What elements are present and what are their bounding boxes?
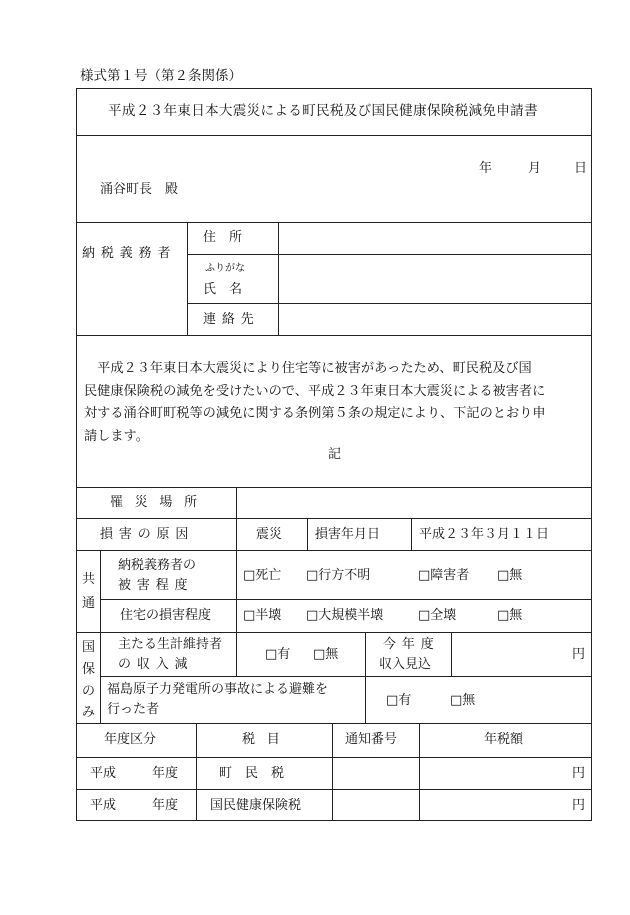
row-era: 平成	[90, 798, 117, 813]
option-disabled[interactable]: □障害者	[418, 568, 470, 583]
house-damage-label: 住宅の損害程度	[120, 608, 212, 623]
row-era: 平成	[90, 766, 117, 781]
option-half-destroyed[interactable]: □半壊	[243, 608, 282, 623]
expected-income-label: 収入見込	[379, 657, 432, 672]
damage-date-label: 損害年月日	[315, 527, 381, 542]
row-year-suffix: 年度	[152, 766, 179, 781]
header-notice-number: 通知番号	[345, 732, 398, 747]
option-income-no[interactable]: □無	[313, 647, 339, 662]
statement-line: 請します。	[84, 428, 149, 444]
annual-tax-field[interactable]	[420, 758, 591, 788]
damage-cause-label: 損害の原因	[100, 527, 195, 542]
evacuation-label: 福島原子力発電所の事故による避難を	[107, 682, 329, 697]
notice-number-field[interactable]	[333, 758, 418, 788]
kokuho-side-label: 国	[82, 640, 96, 655]
addressee: 涌谷町長 殿	[100, 182, 179, 197]
date-year: 年	[479, 161, 493, 176]
contact-label: 連絡先	[203, 312, 260, 327]
address-label: 住 所	[203, 230, 243, 245]
header-fiscal-year: 年度区分	[104, 732, 157, 747]
yen-unit: 円	[572, 647, 586, 662]
victim-label: 被害程度	[118, 578, 194, 593]
victim-label: 納税義務者の	[118, 558, 197, 573]
form-number: 様式第１号（第２条関係）	[80, 68, 242, 84]
common-side-label: 通	[82, 596, 96, 611]
income-decrease-label: の収入減	[118, 657, 194, 672]
income-decrease-label: 主たる生計維持者	[118, 637, 223, 652]
kokuho-side-label: の	[82, 684, 96, 699]
kokuho-side-label: み	[82, 705, 96, 720]
header-tax-item: 税目	[242, 732, 292, 747]
disaster-location-field[interactable]	[237, 488, 591, 517]
notice-number-field[interactable]	[333, 790, 418, 820]
furigana-label: ふりがな	[205, 263, 245, 274]
form-title: 平成２３年東日本大震災による町民税及び国民健康保険税減免申請書	[108, 103, 538, 119]
contact-field[interactable]	[279, 304, 591, 334]
expected-income-field[interactable]	[452, 633, 591, 675]
common-side-label: 共	[82, 572, 96, 587]
ki-mark: 記	[328, 447, 342, 462]
header-annual-tax: 年税額	[484, 732, 524, 747]
address-field[interactable]	[279, 223, 591, 253]
option-evac-no[interactable]: □無	[450, 693, 476, 708]
option-missing[interactable]: □行方不明	[306, 568, 371, 583]
annual-tax-field[interactable]	[420, 790, 591, 820]
evacuation-label: 行った者	[107, 702, 160, 717]
option-fully-destroyed[interactable]: □全壊	[418, 608, 457, 623]
option-major-half-destroyed[interactable]: □大規模半壊	[306, 608, 384, 623]
date-month: 月	[528, 161, 542, 176]
row-year-suffix: 年度	[152, 798, 179, 813]
damage-cause-value: 震災	[256, 527, 283, 542]
expected-income-label: 今年度	[383, 637, 440, 652]
row-tax-item: 町 民 税	[219, 766, 285, 781]
name-label: 氏 名	[203, 282, 243, 297]
name-field[interactable]	[279, 255, 591, 302]
statement-line: 対する涌谷町町税等の減免に関する条例第５条の規定により、下記のとおり申	[84, 406, 546, 421]
option-death[interactable]: □死亡	[243, 568, 282, 583]
yen-unit: 円	[572, 798, 586, 813]
option-house-none[interactable]: □無	[497, 608, 523, 623]
row-tax-item: 国民健康保険税	[210, 798, 302, 813]
date-day: 日	[574, 161, 588, 176]
damage-date-value: 平成２３年３月１１日	[419, 527, 550, 542]
application-statement	[84, 358, 592, 448]
yen-unit: 円	[572, 766, 586, 781]
statement-line: 民健康保険税の減免を受けたいので、平成２３年東日本大震災による被害者に	[84, 383, 546, 399]
option-evac-yes[interactable]: □有	[386, 693, 412, 708]
option-income-yes[interactable]: □有	[265, 647, 291, 662]
statement-line: 平成２３年東日本大震災により住宅等に被害があったため、町民税及び国	[84, 361, 532, 376]
disaster-location-label: 罹災場所	[110, 495, 209, 510]
option-none[interactable]: □無	[497, 568, 523, 583]
taxpayer-label: 納税義務者	[82, 246, 177, 261]
kokuho-side-label: 保	[82, 662, 96, 677]
